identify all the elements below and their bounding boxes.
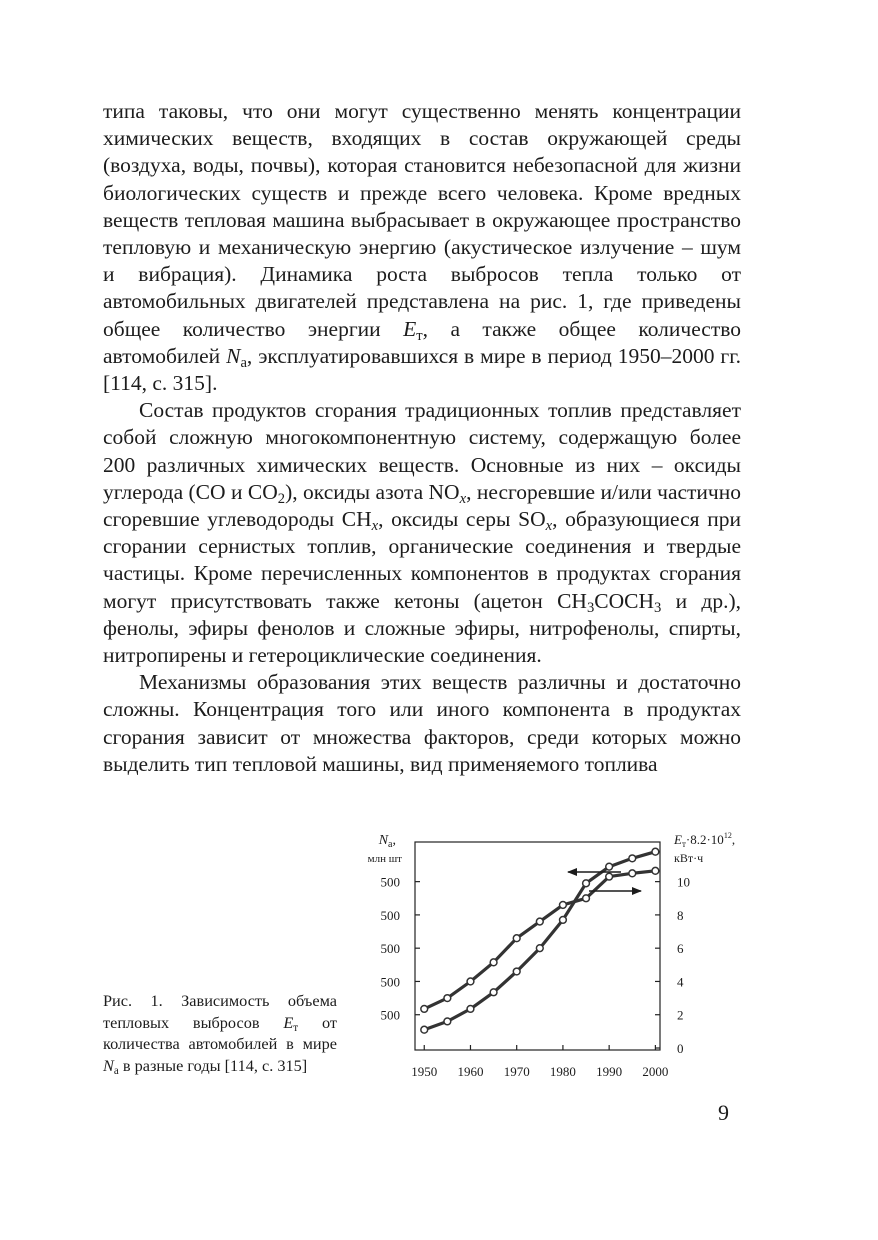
series-2-point bbox=[583, 880, 590, 887]
emissions-chart bbox=[360, 825, 736, 1090]
y-right-tick-label: 0 bbox=[677, 1041, 684, 1056]
x-tick-label: 1970 bbox=[503, 1064, 530, 1079]
series-2-point bbox=[513, 968, 520, 975]
y-left-ticks bbox=[381, 875, 421, 1023]
y-left-tick-label: 500 bbox=[380, 907, 400, 923]
series-1-point bbox=[467, 978, 474, 985]
series-2-point bbox=[421, 1026, 428, 1033]
paragraph-2: Состав продуктов сгорания традиционных топлив представляет собой сложную многокомпонентную систему, содержащую более 200 различных химических веществ. Основные из них – оксиды углерода (CO и $CO_2$), оксиды азота $NO_x$, несгоревшие и/или частично сгоревшие углеводороды $CH_x$, оксиды серы $SO_x$, образующиеся при сгорании сернистых топлив, органические соединения и твердые частицы. Кроме перечисленных компонентов в продуктах сгорания могут присутствовать также кетоны (ацетон $CH_3COCH_3$ и др.), фенолы, эфиры фенолов и сложные эфиры, нитрофенолы, спирты, нитропирены и гетероциклические соединения. bbox=[103, 398, 742, 668]
series-line-2 bbox=[424, 852, 655, 1030]
series-1-point bbox=[560, 902, 567, 909]
series-2-point bbox=[606, 863, 613, 870]
series-2-point bbox=[467, 1006, 474, 1013]
series-2-point bbox=[652, 848, 659, 855]
series-2-point bbox=[444, 1018, 451, 1025]
series-1-point bbox=[444, 995, 451, 1002]
series-1-point bbox=[652, 867, 659, 874]
symbol-e: E bbox=[403, 316, 417, 341]
figure-caption: Рис. 1. Зависимость объема тепловых выбросов $E_т$ от количества автомобилей в мире $N_а$ в разные годы [114, с. 315] bbox=[103, 991, 337, 1077]
y-left-tick-label: 500 bbox=[380, 874, 400, 890]
paragraph-1: типа таковы, что они могут существенно менять концентрации химических веществ, входящих в состав окружающей среды (воздуха, воды, почвы), которая становится небезопасной для жизни биологических существ и прежде всего человека. Кроме вредных веществ тепловая машина выбрасывает в окружающее пространство тепловую и механическую энергию (акустическое излучение – шум и вибрация). Динамика роста выбросов тепла только от автомобильных двигателей представлена на рис. 1, где приведены общее количество энергии $E_т$, а также общее количество автомобилей $N_а$, эксплуатировавшихся в мире в период 1950–2000 гг. [114, с. 315]. bbox=[103, 99, 741, 396]
y-right-tick-label: 2 bbox=[677, 1007, 684, 1023]
y-right-tick-label: 6 bbox=[677, 941, 684, 957]
symbol-n: N bbox=[226, 343, 241, 368]
series-2-point bbox=[490, 989, 497, 996]
series-2-point bbox=[536, 945, 543, 952]
y-right-axis-title: $E_т\cdot 8.2\cdot 10^{12}$, bbox=[674, 831, 736, 849]
x-tick-label: 1960 bbox=[457, 1064, 484, 1079]
series-1-point bbox=[583, 895, 590, 902]
series-2-point bbox=[629, 855, 636, 862]
y-left-axis-units: млн шт bbox=[367, 853, 402, 865]
page-number: 9 bbox=[718, 1100, 729, 1125]
series-1-point bbox=[490, 959, 497, 966]
y-right-tick-label: 8 bbox=[677, 907, 684, 923]
series-1-point bbox=[513, 935, 520, 942]
y-left-tick-label: 500 bbox=[380, 1007, 400, 1023]
y-left-tick-label: 500 bbox=[380, 941, 400, 957]
x-tick-label: 1980 bbox=[549, 1064, 576, 1079]
x-tick-label: 1950 bbox=[411, 1064, 438, 1079]
y-right-tick-label: 10 bbox=[677, 874, 690, 890]
series-lines bbox=[424, 852, 655, 1030]
y-right-tick-label: 4 bbox=[677, 974, 684, 990]
y-right-axis-units: кВт·ч bbox=[674, 851, 704, 865]
series-1-point bbox=[421, 1006, 428, 1013]
series-1-point bbox=[629, 870, 636, 877]
series-1-point bbox=[536, 918, 543, 925]
paragraph-3: Механизмы образования этих веществ различны и достаточно сложны. Концентрация того или иного компонента в продуктах сгорания зависит от множества факторов, среди которых можно выделить тип тепловой машины, вид применяемого топлива bbox=[103, 670, 741, 776]
x-tick-label: 1990 bbox=[596, 1064, 623, 1079]
y-left-axis-title: $N_а$, bbox=[378, 833, 396, 850]
series-2-point bbox=[560, 917, 567, 924]
y-left-tick-label: 500 bbox=[380, 974, 400, 990]
body-text bbox=[103, 98, 741, 778]
series-1-point bbox=[606, 873, 613, 880]
x-tick-label: 2000 bbox=[642, 1064, 669, 1079]
